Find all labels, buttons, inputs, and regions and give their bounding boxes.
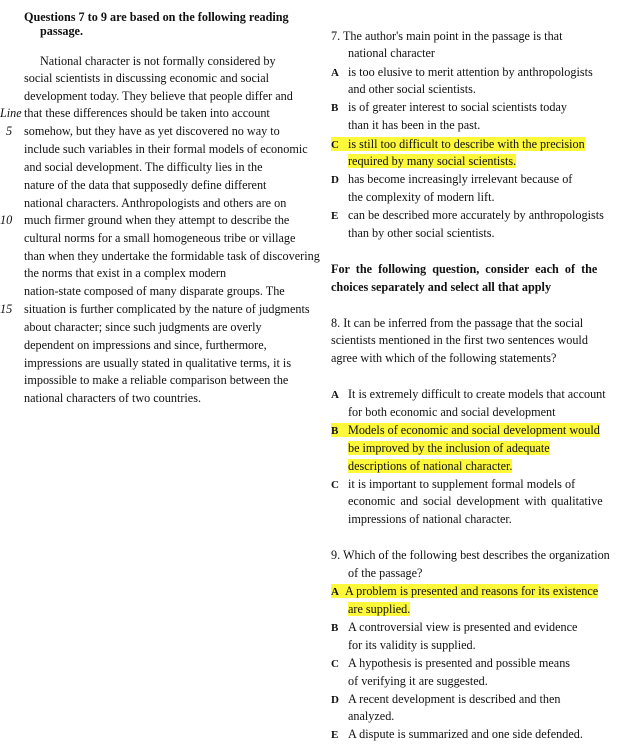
passage-line: and social development. The difficulty lies in the: [24, 160, 263, 174]
line-number-5: 5: [6, 124, 13, 138]
q8-option-a[interactable]: [331, 387, 606, 402]
q8-option-a-text-1: It is extremely difficult to create models that account: [348, 387, 606, 401]
q8-option-c-letter: C: [331, 479, 339, 491]
q9-option-e-text-1: A dispute is summarized and one side defended.: [348, 727, 583, 741]
passage-line: impressions are usually stated in qualitative terms, it is: [24, 356, 292, 370]
passage-line: social scientists in discussing economic and social: [24, 71, 270, 85]
passage-line: development today. They believe that people differ and: [24, 89, 293, 103]
q7-stem-2: national character: [348, 46, 435, 60]
q9-option-d-letter: D: [331, 694, 339, 706]
passage-line: much firmer ground when they attempt to describe the: [24, 213, 290, 227]
q9-option-a-text-1: A problem is presented and reasons for its existence: [345, 584, 599, 598]
q9-option-b-text-1: A controversial view is presented and evidence: [348, 620, 578, 634]
instruction-line-1: For the following question, consider each of the: [331, 262, 598, 276]
q7-option-c-text-1: is still too difficult to describe with the precision: [348, 137, 585, 151]
heading-line-2: passage.: [40, 24, 84, 38]
q8-option-a-letter: A: [331, 389, 339, 401]
line-number-10: 10: [0, 213, 13, 227]
q9-option-a-text-2: are supplied.: [348, 602, 411, 616]
q9-option-b[interactable]: [331, 620, 577, 635]
passage-line: national characters of two countries.: [24, 391, 201, 405]
passage-line: situation is further complicated by the nature of judgments: [24, 302, 310, 316]
q8-option-a-text-2: for both economic and social development: [348, 405, 556, 419]
q9-option-c[interactable]: [331, 656, 570, 671]
q8-option-b[interactable]: [331, 423, 600, 438]
heading-line-1: Questions 7 to 9 are based on the following reading: [24, 10, 289, 24]
q7-option-b[interactable]: [331, 100, 567, 115]
q7-option-e-letter: E: [331, 210, 339, 222]
instruction-line-2: choices separately and select all that apply: [331, 280, 552, 294]
q8-stem-2: scientists mentioned in the first two sentences would: [331, 333, 588, 347]
line-number-15: 15: [0, 302, 13, 316]
passage-line: include such variables in their formal models of economic: [24, 142, 308, 156]
passage-line: National character is not formally considered by: [40, 54, 276, 68]
passage-line: than when they undertake the formidable task of discovering: [24, 249, 320, 263]
q9-option-b-text-2: for its validity is supplied.: [348, 638, 476, 652]
q7-option-e[interactable]: [331, 208, 604, 223]
q7-option-e-text-2: than by other social scientists.: [348, 226, 495, 240]
q9-option-e[interactable]: [331, 727, 583, 742]
q8-option-b-letter: B: [331, 425, 339, 437]
q8-option-b-text-1: Models of economic and social development would: [348, 423, 600, 437]
passage-line: nature of the data that supposedly define different: [24, 178, 267, 192]
q7-option-c-letter: C: [331, 139, 339, 151]
q9-option-a[interactable]: [331, 584, 598, 599]
passage-line: that these differences should be taken into account: [24, 106, 270, 120]
q9-option-d[interactable]: [331, 692, 561, 707]
q7-option-b-letter: B: [331, 102, 339, 114]
line-label: Line: [0, 106, 22, 120]
q7-option-b-text-2: than it has been in the past.: [348, 118, 481, 132]
q8-option-c[interactable]: [331, 477, 575, 492]
q9-option-b-letter: B: [331, 622, 339, 634]
q7-option-b-text-1: is of greater interest to social scientists today: [348, 100, 567, 114]
q7-option-c[interactable]: [331, 137, 585, 152]
passage-line: nation-state composed of many disparate groups. The: [24, 284, 285, 298]
passage-line: about character; since such judgments are overly: [24, 320, 262, 334]
q9-option-c-letter: C: [331, 658, 339, 670]
q9-option-c-text-2: of verifying it are suggested.: [348, 674, 488, 688]
q7-option-c-text-2: required by many social scientists.: [348, 154, 517, 168]
q7-option-d-text-1: has become increasingly irrelevant because of: [348, 172, 573, 186]
q8-option-b-text-3: descriptions of national character.: [348, 459, 513, 473]
q9-option-a-letter: A: [331, 586, 339, 598]
q7-option-e-text-1: can be described more accurately by anthropologists: [348, 208, 604, 222]
q8-option-c-text-3: impressions of national character.: [348, 512, 512, 526]
q9-stem-1: 9. Which of the following best describes the organization: [331, 548, 610, 562]
q9-option-c-text-1: A hypothesis is presented and possible means: [348, 656, 571, 670]
passage-line: national characters. Anthropologists and others are on: [24, 196, 287, 210]
q9-option-e-letter: E: [331, 729, 339, 741]
q7-option-d-text-2: the complexity of modern lift.: [348, 190, 495, 204]
q8-stem-3: agree with which of the following statements?: [331, 351, 557, 365]
q9-stem-2: of the passage?: [348, 566, 423, 580]
passage-line: the norms that exist in a complex modern: [24, 266, 227, 280]
q7-option-a[interactable]: [331, 65, 593, 80]
passage-line: dependent on impressions and since, furthermore,: [24, 338, 267, 352]
q9-option-d-text-2: analyzed.: [348, 709, 395, 723]
passage-line: impossible to make a reliable comparison between the: [24, 373, 289, 387]
q7-option-a-letter: A: [331, 67, 339, 79]
q8-option-c-text-2: economic and social development with qualitative: [348, 494, 603, 508]
q8-option-c-text-1: it is important to supplement formal models of: [348, 477, 576, 491]
q7-option-a-text-2: and other social scientists.: [348, 82, 476, 96]
passage-line: cultural norms for a small homogeneous tribe or village: [24, 231, 296, 245]
q7-option-d-letter: D: [331, 174, 339, 186]
q8-option-b-text-2: be improved by the inclusion of adequate: [348, 441, 550, 455]
passage-line: somehow, but they have as yet discovered no way to: [24, 124, 280, 138]
q8-stem-1: 8. It can be inferred from the passage that the social: [331, 316, 584, 330]
q7-stem-1: 7. The author's main point in the passage is that: [331, 29, 563, 43]
q9-option-d-text-1: A recent development is described and then: [348, 692, 561, 706]
q7-option-d[interactable]: [331, 172, 572, 187]
q7-option-a-text-1: is too elusive to merit attention by anthropologists: [348, 65, 593, 79]
